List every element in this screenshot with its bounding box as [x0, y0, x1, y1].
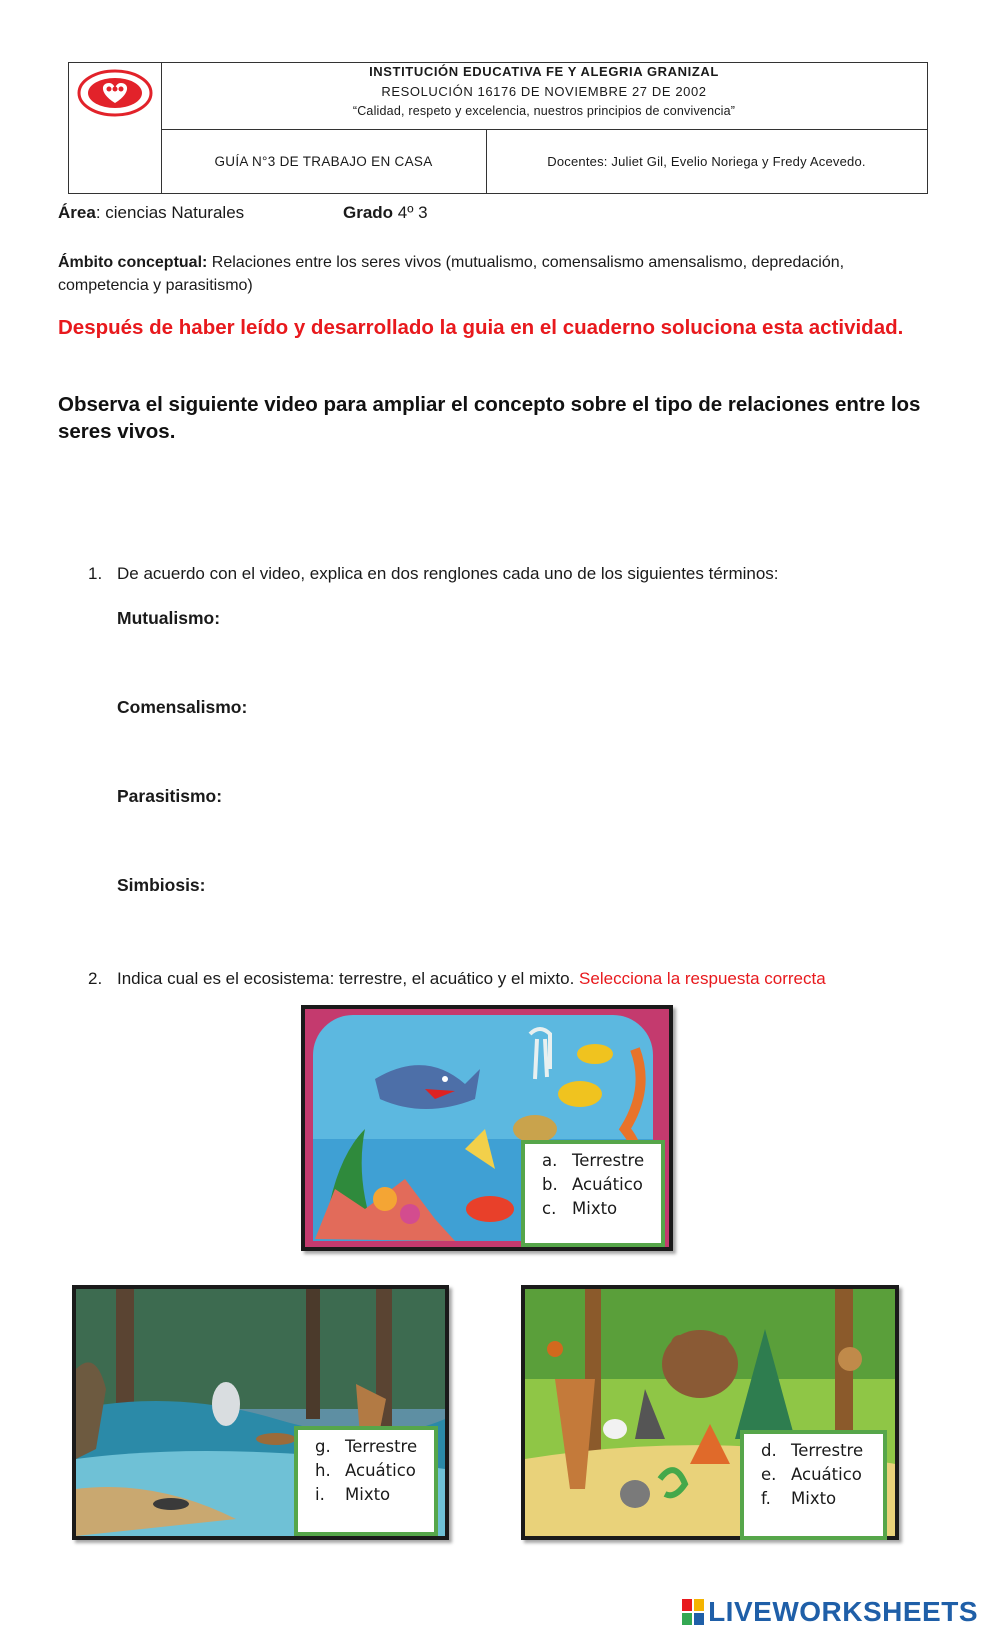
option-letter: i.	[315, 1485, 325, 1504]
resolution-line: RESOLUCIÓN 16176 DE NOVIEMBRE 27 DE 2002	[381, 84, 707, 99]
option-letter: e.	[761, 1465, 777, 1484]
school-logo-icon	[69, 63, 161, 193]
option-a[interactable]	[542, 1149, 661, 1173]
forest-options-box	[740, 1430, 887, 1540]
grado-label: Grado	[343, 203, 394, 222]
question-2-red-note: Selecciona la respuesta correcta	[579, 969, 826, 988]
question-1-text: De acuerdo con el video, explica en dos renglones cada uno de los siguientes términos:	[117, 564, 779, 583]
term-parasitismo: Parasitismo:	[117, 786, 223, 806]
observe-video-text: Observa el siguiente video para ampliar el concepto sobre el tipo de relaciones entre los seres vivos.	[58, 393, 921, 443]
area-label: Área	[58, 203, 96, 222]
option-label: Terrestre	[572, 1151, 645, 1170]
option-f[interactable]	[761, 1487, 883, 1511]
question-2	[88, 969, 826, 989]
liveworksheets-brand	[682, 1596, 978, 1628]
option-label: Mixto	[791, 1489, 837, 1508]
option-letter: f.	[761, 1489, 771, 1508]
option-d[interactable]	[761, 1439, 883, 1463]
option-h[interactable]	[315, 1459, 434, 1483]
liveworksheets-text: LIVEWORKSHEETS	[708, 1596, 978, 1627]
ambito-value: Relaciones entre los seres vivos (mutualismo, comensalismo amensalismo, depredación, competencia y parasitismo)	[58, 254, 845, 294]
option-e[interactable]	[761, 1463, 883, 1487]
option-label: Terrestre	[345, 1437, 418, 1456]
option-i[interactable]	[315, 1483, 434, 1507]
river-options-box	[294, 1426, 438, 1536]
option-g[interactable]	[315, 1435, 434, 1459]
option-label: Terrestre	[791, 1441, 864, 1460]
grado-line	[343, 203, 428, 223]
option-label: Mixto	[572, 1199, 618, 1218]
option-letter: c.	[542, 1199, 557, 1218]
option-label: Acuático	[345, 1461, 416, 1480]
option-letter: a.	[542, 1151, 558, 1170]
red-instruction: Después de haber leído y desarrollado la guia en el cuaderno soluciona esta actividad.	[58, 316, 904, 339]
teachers-line: Docentes: Juliet Gil, Evelio Noriega y Fredy Acevedo.	[547, 153, 866, 169]
sea-options-box	[521, 1140, 665, 1247]
institution-name: INSTITUCIÓN EDUCATIVA FE Y ALEGRIA GRANIZAL	[369, 64, 719, 79]
option-label: Mixto	[345, 1485, 391, 1504]
document-header	[68, 62, 928, 194]
question-1-number: 1.	[88, 564, 103, 583]
option-letter: g.	[315, 1437, 331, 1456]
grado-value: 4º 3	[393, 203, 428, 222]
area-line	[58, 203, 244, 223]
option-letter: h.	[315, 1461, 331, 1480]
ambito-label: Ámbito conceptual:	[58, 254, 208, 271]
option-c[interactable]	[542, 1197, 661, 1221]
ambito-conceptual	[58, 251, 938, 297]
area-value: : ciencias Naturales	[95, 203, 245, 222]
term-comensalismo: Comensalismo:	[117, 697, 248, 717]
school-logo-cell	[69, 63, 162, 193]
question-2-text: Indica cual es el ecosistema: terrestre, el acuático y el mixto.	[117, 969, 575, 988]
header-title-cell	[161, 63, 927, 130]
question-1	[88, 564, 779, 584]
question-2-number: 2.	[88, 969, 103, 988]
option-letter: d.	[761, 1441, 777, 1460]
guide-title: GUÍA N°3 DE TRABAJO EN CASA	[161, 129, 487, 193]
option-label: Acuático	[572, 1175, 643, 1194]
option-b[interactable]	[542, 1173, 661, 1197]
option-letter: b.	[542, 1175, 558, 1194]
term-mutualismo: Mutualismo:	[117, 608, 221, 628]
option-label: Acuático	[791, 1465, 862, 1484]
term-simbiosis: Simbiosis:	[117, 875, 206, 895]
school-motto: “Calidad, respeto y excelencia, nuestros principios de convivencia”	[352, 104, 736, 118]
liveworksheets-logo-icon	[682, 1599, 704, 1625]
